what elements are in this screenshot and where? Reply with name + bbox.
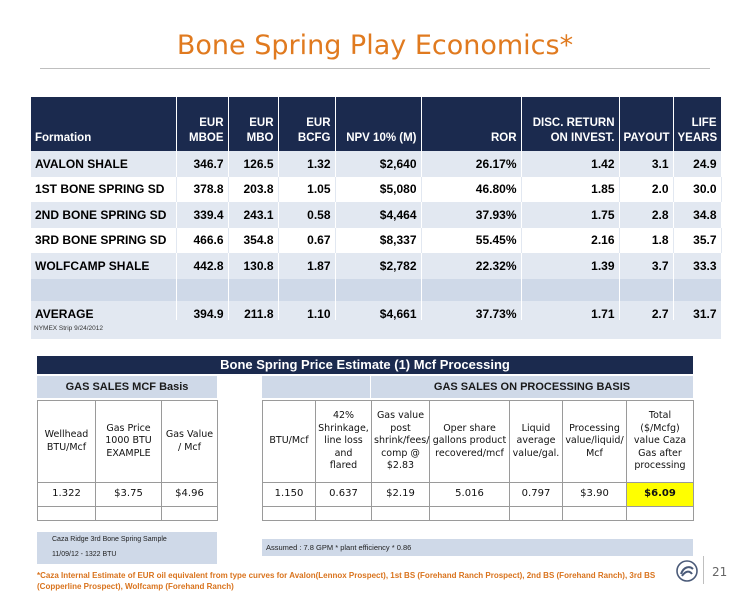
col-header-disc-return: DISC. RETURN ON INVEST. — [521, 97, 619, 151]
cell-ror: 46.80% — [421, 177, 521, 203]
cell-eur-mbo: 203.8 — [228, 177, 278, 203]
table-row — [31, 177, 721, 203]
cell-btu-mcf: 1.150 — [263, 483, 316, 507]
cell-life-years: 30.0 — [673, 177, 721, 203]
cell-ror: 37.93% — [421, 202, 521, 228]
cell-npv: $2,782 — [335, 253, 421, 279]
cell-eur-bcfg: 0.58 — [278, 202, 335, 228]
cell-eur-mboe: 346.7 — [176, 151, 228, 177]
gas-sales-mcf-table — [37, 400, 218, 521]
cell-npv: $4,464 — [335, 202, 421, 228]
cell-disc-return: 1.85 — [521, 177, 619, 203]
cell-payout: 3.1 — [619, 151, 673, 177]
col-header-gas-value: Gas Value / Mcf — [162, 401, 218, 483]
cell-eur-mboe: 466.6 — [176, 228, 228, 254]
cell-formation: 2ND BONE SPRING SD — [31, 202, 176, 228]
cell-payout: 2.7 — [619, 301, 673, 327]
cell-life-years: 33.3 — [673, 253, 721, 279]
title-divider — [40, 68, 710, 69]
cell-payout: 3.7 — [619, 253, 673, 279]
col-header-gas-price: Gas Price 1000 BTU EXAMPLE — [96, 401, 162, 483]
table-row — [31, 151, 721, 177]
col-header-payout: PAYOUT — [619, 97, 673, 151]
col-header-liquid-average: Liquid average value/gal. — [510, 401, 563, 483]
col-header-eur-mboe: EUR MBOE — [176, 97, 228, 151]
sample-date-note: 11/09/12 - 1322 BTU — [52, 551, 117, 558]
spacer-row — [31, 279, 721, 301]
cell-eur-bcfg: 1.10 — [278, 301, 335, 327]
cell-ror: 55.45% — [421, 228, 521, 254]
cell-gas-price: $3.75 — [96, 483, 162, 507]
cell-total-value-highlight: $6.09 — [627, 483, 694, 507]
sample-note: Caza Ridge 3rd Bone Spring Sample — [52, 536, 167, 543]
cell-life-years: 24.9 — [673, 151, 721, 177]
cell-payout: 1.8 — [619, 228, 673, 254]
cell-npv: $4,661 — [335, 301, 421, 327]
cell-liquid-average: 0.797 — [510, 483, 563, 507]
cell-ror: 26.17% — [421, 151, 521, 177]
col-header-formation: Formation — [31, 97, 176, 151]
cell-gas-value: $4.96 — [162, 483, 218, 507]
cell-disc-return: 1.42 — [521, 151, 619, 177]
cell-eur-mboe: 394.9 — [176, 301, 228, 327]
col-header-eur-bcfg: EUR BCFG — [278, 97, 335, 151]
cell-formation: AVALON SHALE — [31, 151, 176, 177]
cell-npv: $5,080 — [335, 177, 421, 203]
col-header-btu-mcf: BTU/Mcf — [263, 401, 316, 483]
assumed-note: Assumed : 7.8 GPM * plant efficiency * 0.86 — [262, 539, 693, 556]
gas-sales-processing-table — [262, 400, 694, 521]
col-header-eur-mbo: EUR MBO — [228, 97, 278, 151]
cell-eur-mbo: 126.5 — [228, 151, 278, 177]
cell-payout: 2.0 — [619, 177, 673, 203]
page-number: 21 — [712, 565, 728, 579]
table-row — [31, 253, 721, 279]
subhead-spacer — [262, 376, 370, 398]
cell-eur-mbo: 354.8 — [228, 228, 278, 254]
cell-eur-mboe: 442.8 — [176, 253, 228, 279]
cell-ror: 22.32% — [421, 253, 521, 279]
col-header-oper-share: Oper share gallons product recovered/mcf — [430, 401, 510, 483]
col-header-life-years: LIFE YEARS — [673, 97, 721, 151]
price-estimate-title: Bone Spring Price Estimate (1) Mcf Processing — [37, 356, 693, 374]
cell-eur-bcfg: 1.87 — [278, 253, 335, 279]
cell-formation: 3RD BONE SPRING SD — [31, 228, 176, 254]
cell-npv: $2,640 — [335, 151, 421, 177]
cell-npv: $8,337 — [335, 228, 421, 254]
economics-table — [31, 97, 722, 327]
cell-eur-mbo: 211.8 — [228, 301, 278, 327]
cell-eur-bcfg: 0.67 — [278, 228, 335, 254]
cell-ror: 37.73% — [421, 301, 521, 327]
col-header-shrinkage: 42% Shrinkage, line loss and flared — [316, 401, 372, 483]
col-header-npv: NPV 10% (M) — [335, 97, 421, 151]
col-header-processing-value: Processing value/liquid/ Mcf — [563, 401, 627, 483]
disclaimer-footnote: *Caza Internal Estimate of EUR oil equivalent from type curves for Avalon(Lennox Prospect), 1st BS (Forehand Ranch Prospect), 2nd BS (Forehand Ranch), 3rd BS (Copperline Prospect), Wolfcamp (Forehand Ranch) — [37, 571, 656, 591]
cell-eur-mbo: 130.8 — [228, 253, 278, 279]
cell-eur-mboe: 339.4 — [176, 202, 228, 228]
cell-disc-return: 1.39 — [521, 253, 619, 279]
cell-eur-bcfg: 1.05 — [278, 177, 335, 203]
cell-eur-mbo: 243.1 — [228, 202, 278, 228]
cell-disc-return: 2.16 — [521, 228, 619, 254]
cell-wellhead-btu: 1.322 — [38, 483, 96, 507]
company-logo-icon — [676, 560, 698, 582]
col-header-wellhead-btu: Wellhead BTU/Mcf — [38, 401, 96, 483]
cell-payout: 2.8 — [619, 202, 673, 228]
cell-processing-value: $3.90 — [563, 483, 627, 507]
cell-disc-return: 1.71 — [521, 301, 619, 327]
gas-sales-mcf-basis-header: GAS SALES MCF Basis — [37, 376, 217, 398]
nymex-footnote: NYMEX Strip 9/24/2012 — [31, 320, 721, 339]
cell-eur-mboe: 378.8 — [176, 177, 228, 203]
cell-gas-value-post: $2.19 — [372, 483, 430, 507]
table-row — [31, 202, 721, 228]
cell-life-years: 34.8 — [673, 202, 721, 228]
col-header-total-value: Total ($/Mcfg) value Caza Gas after processing — [627, 401, 694, 483]
cell-oper-share: 5.016 — [430, 483, 510, 507]
gas-sales-processing-header: GAS SALES ON PROCESSING BASIS — [371, 376, 693, 398]
cell-formation: 1ST BONE SPRING SD — [31, 177, 176, 203]
cell-life-years: 31.7 — [673, 301, 721, 327]
table-row — [31, 228, 721, 254]
economics-header-row — [31, 97, 721, 151]
cell-formation: AVERAGE — [31, 301, 176, 327]
page-title: Bone Spring Play Economics* — [176, 30, 574, 61]
col-header-gas-value-post: Gas value post shrink/fees/ comp @ $2.83 — [372, 401, 430, 483]
cell-formation: WOLFCAMP SHALE — [31, 253, 176, 279]
cell-eur-bcfg: 1.32 — [278, 151, 335, 177]
cell-disc-return: 1.75 — [521, 202, 619, 228]
sample-note-box — [37, 532, 217, 564]
cell-shrinkage: 0.637 — [316, 483, 372, 507]
cell-life-years: 35.7 — [673, 228, 721, 254]
footer-divider — [703, 556, 704, 584]
col-header-ror: ROR — [421, 97, 521, 151]
